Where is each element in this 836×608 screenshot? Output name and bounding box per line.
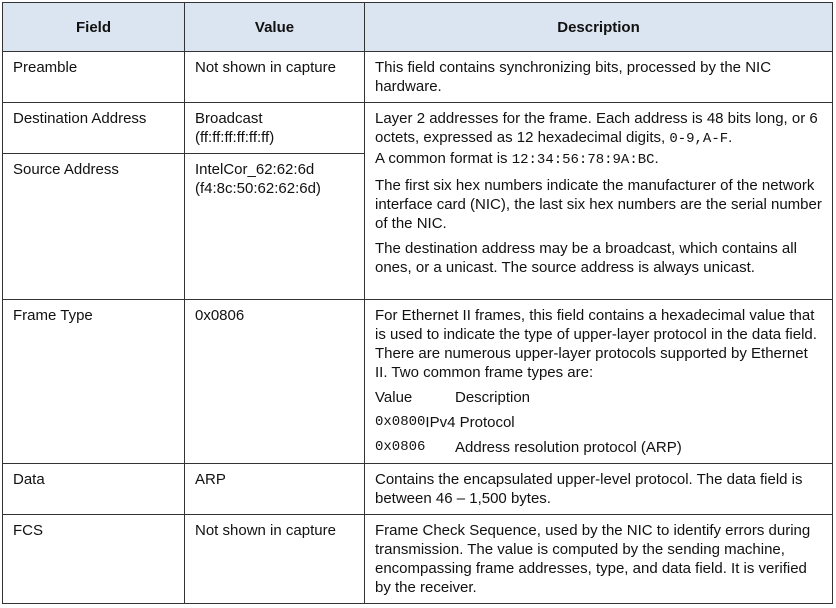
type-label: Address resolution protocol (ARP) [455, 439, 682, 456]
field-cell: Data [3, 464, 185, 515]
value-cell: 0x0806 [185, 300, 365, 464]
text: A common format is [375, 150, 512, 167]
value-cell [185, 154, 365, 300]
sub-header-description: Description [455, 389, 531, 406]
table-row-data [3, 464, 833, 515]
header-description: Description [365, 3, 833, 52]
value-cell: Not shown in capture [185, 52, 365, 103]
description-cell [365, 300, 833, 464]
description-cell [365, 103, 833, 300]
value-line: Broadcast [195, 110, 263, 127]
text: . [728, 129, 733, 146]
description-cell: This field contains synchronizing bits, processed by the NIC hardware. [365, 52, 833, 103]
type-entry [375, 438, 824, 457]
address-paragraph: The destination address may be a broadcast, which contains all ones, or a unicast. The source address is always unicast. [375, 240, 797, 276]
header-field: Field [3, 3, 185, 52]
header-value: Value [185, 3, 365, 52]
sub-header [375, 388, 824, 407]
type-code: 0x0806 [375, 439, 426, 455]
sub-header-value: Value [375, 389, 413, 406]
header-row [3, 3, 833, 52]
type-label: IPv4 Protocol [425, 414, 515, 431]
field-cell: Source Address [3, 154, 185, 300]
ethernet-frame-table [2, 2, 833, 604]
type-entry [375, 413, 824, 432]
value-cell [185, 103, 365, 154]
value-line: IntelCor_62:62:6d [195, 161, 315, 178]
address-paragraph [375, 109, 824, 170]
description-cell: Frame Check Sequence, used by the NIC to identify errors during transmission. The value is computed by the sending machine, encompassing frame addresses, type, and data field. It is verified by the receiver. [365, 515, 833, 604]
description-cell: Contains the encapsulated upper-level protocol. The data field is between 46 – 1,500 bytes. [365, 464, 833, 515]
value-line: (ff:ff:ff:ff:ff:ff) [195, 129, 275, 146]
table-row-destination [3, 103, 833, 154]
table-row-frame-type [3, 300, 833, 464]
field-cell: FCS [3, 515, 185, 604]
address-paragraph: The first six hex numbers indicate the manufacturer of the network interface card (NIC), the last six hex numbers are the serial number of the NIC. [375, 177, 822, 232]
text: . [654, 150, 659, 167]
mono-text: 12:34:56:78:9A:BC [511, 152, 655, 168]
field-cell: Destination Address [3, 103, 185, 154]
text: Layer 2 addresses for the frame. Each address is 48 bits long, or 6 octets, expressed as 12 hexadecimal digits, [375, 110, 818, 146]
table-row-fcs [3, 515, 833, 604]
type-code: 0x0800 [375, 414, 426, 430]
frame-type-paragraph: For Ethernet II frames, this field contains a hexadecimal value that is used to indicate the type of upper-layer protocol in the data field. There are numerous upper-layer protocols supported by Ethernet II. Two common frame types are: [375, 307, 817, 381]
value-cell: Not shown in capture [185, 515, 365, 604]
value-line: (f4:8c:50:62:62:6d) [195, 180, 321, 197]
mono-text: 0-9,A-F [669, 131, 729, 147]
field-cell: Frame Type [3, 300, 185, 464]
field-cell: Preamble [3, 52, 185, 103]
value-cell: ARP [185, 464, 365, 515]
table-row-preamble [3, 52, 833, 103]
